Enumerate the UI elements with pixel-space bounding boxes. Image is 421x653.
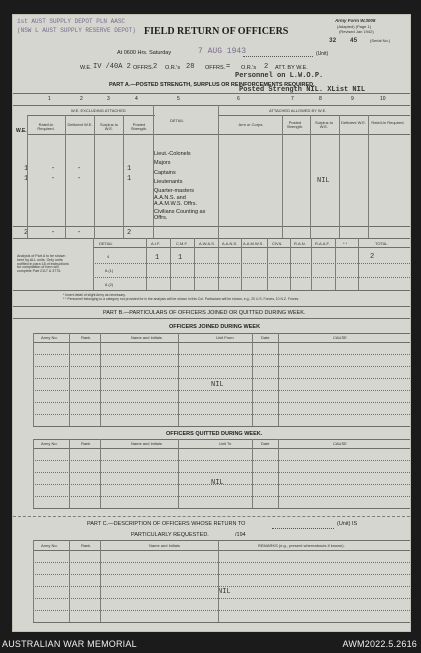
- part-a-end-rule: [13, 306, 410, 307]
- col-num-1: 1: [48, 96, 51, 102]
- detail-lieutenants: Lieutenants: [154, 178, 183, 185]
- pc-bottom: [33, 622, 410, 623]
- part-a-total-rule: [13, 238, 410, 239]
- an-hdr-aif: A.I.F.: [151, 241, 161, 246]
- detail-civilians: Civilians Counting as Offrs.: [154, 209, 206, 221]
- jb-v3: [178, 333, 179, 426]
- col-num-2: 2: [80, 96, 83, 102]
- offrs2-value: =: [226, 63, 231, 71]
- an-row-6-2: 6.(2): [105, 282, 114, 287]
- row1-surplus: -: [77, 165, 82, 173]
- or2-label: O.R.'s: [241, 65, 257, 71]
- an-v0: [93, 238, 94, 290]
- an-v6: [267, 238, 268, 290]
- an-bottom-rule: [13, 290, 410, 291]
- pa-v10: [368, 115, 369, 238]
- jb-v2: [100, 333, 101, 426]
- joined-hdr-army-no: Army No.: [41, 335, 58, 340]
- an-aif-value: 1: [155, 254, 160, 262]
- pa-v9: [339, 115, 340, 238]
- quit-hdr-cause: CAUSE: [333, 441, 347, 446]
- an-hdr-detail: DETAIL: [99, 241, 113, 246]
- pc-hdr-rank: Rank: [81, 543, 91, 548]
- att-label: ATT. BY W.E.: [275, 65, 308, 71]
- pc-v2: [100, 540, 101, 622]
- col-num-9: 9: [351, 96, 354, 102]
- serial-number-a: 32: [329, 37, 337, 44]
- at-time-line: At 0600 Hrs. Saturday: [117, 50, 172, 56]
- quit-bottom: [33, 508, 410, 509]
- an-v4: [218, 238, 219, 290]
- col-num-4: 4: [135, 96, 138, 102]
- an-v7: [290, 238, 291, 290]
- jb-v0: [33, 333, 34, 426]
- part-c-perforation: [13, 516, 410, 517]
- part-c-top-rule: [33, 540, 410, 541]
- hdr-arm-corps: Arm or Corps.: [238, 122, 264, 127]
- hdr-rate-required: Rate/Un Required.: [37, 122, 55, 132]
- an-v5: [241, 238, 242, 290]
- an-hdr-raaf: R.A.A.F.: [315, 241, 330, 246]
- an-hdr-cmf: C.M.F.: [176, 241, 188, 246]
- qb-v0: [33, 439, 34, 508]
- attached-allowed: ATTACHED ALLOWED BY W.E.: [269, 108, 327, 113]
- joined-r1: [33, 354, 410, 355]
- an-cmf-value: 1: [178, 254, 183, 262]
- an-v1: [146, 238, 147, 290]
- qb-v1: [69, 439, 70, 508]
- footer-institution: AUSTRALIAN WAR MEMORIAL: [2, 639, 137, 649]
- pa-v7: [282, 115, 283, 238]
- hdr-rate-required-att: Rate/Un Required.: [371, 120, 405, 125]
- quitted-nil: NIL: [211, 479, 224, 487]
- pc-hdr-name: Name and Initials: [149, 543, 180, 548]
- col-num-5: 5: [177, 96, 180, 102]
- pc-r2: [33, 574, 410, 575]
- footnote-1: * Insert detail of slight Army as necessary.: [63, 293, 126, 297]
- quit-hdr-unit-to: Unit To: [219, 441, 232, 446]
- row2-rate: 1: [24, 175, 29, 183]
- total-posted: 2: [127, 229, 132, 237]
- quit-hdr-date: Date: [261, 441, 270, 446]
- total-deficient: -: [51, 229, 56, 237]
- hdr-deficient-att: Deficient W.E.: [340, 120, 367, 125]
- part-c-requested: PARTICULARLY REQUESTED.: [131, 532, 209, 538]
- or2-value: 2: [264, 63, 269, 71]
- quitted-title: OFFICERS QUITTED DURING WEEK.: [166, 431, 263, 437]
- an-hdr-ran: R.A.N.: [294, 241, 306, 246]
- pa-v5: [153, 105, 154, 238]
- offrs2-label: OFFRS.: [205, 65, 226, 71]
- unit-underline: [243, 56, 313, 57]
- joined-hdr-cause: CAUSE: [333, 335, 347, 340]
- hdr-surplus: Surplus to W.E.: [99, 122, 118, 132]
- offrs-value: 2: [153, 63, 158, 71]
- analysis-note: Analysis of Part A to be shown here by ALL units. Only units notified in para 18 of instructions for compilation of form will complete Part 2117 & 3775.: [17, 254, 69, 274]
- an-rule-1: [93, 263, 410, 264]
- quit-r1: [33, 460, 410, 461]
- pa-v8: [310, 115, 311, 238]
- col-num-10: 10: [380, 96, 386, 102]
- jb-v4: [252, 333, 253, 426]
- pc-r4: [33, 598, 410, 599]
- part-a-title: PART A.—POSTED STRENGTH, SURPLUS OR REINFORCEMENTS REQUIRED.: [109, 82, 315, 88]
- an-v2: [170, 238, 171, 290]
- date-stamp: 7 AUG 1943: [198, 47, 247, 56]
- pa-v1: [27, 115, 28, 238]
- col-num-8: 8: [319, 96, 322, 102]
- an-v10: [358, 238, 359, 290]
- hdr-posted-strength-att: Posted Strength.: [286, 120, 304, 130]
- pa-v4: [123, 115, 124, 238]
- unit-label: (Unit): [316, 51, 329, 57]
- we-excluding-attached: W.E. EXCLUDING ATTACHED: [71, 108, 126, 113]
- detail-header: DETAIL: [170, 118, 184, 123]
- part-c-date: /194: [235, 532, 246, 538]
- joined-nil: NIL: [211, 381, 224, 389]
- col-num-6: 6: [237, 96, 240, 102]
- footer-accession: AWM2022.5.2616: [342, 639, 417, 649]
- row2-surplus: -: [77, 175, 82, 183]
- joined-hdr-date: Date: [261, 335, 270, 340]
- depot-stamp-line2: (NSW L AUST SUPPLY RESERVE DEPOT): [17, 27, 136, 34]
- an-hdr-aans: A.A.N.S.: [222, 241, 238, 246]
- an-row-4: 4: [107, 254, 110, 259]
- col-num-3: 3: [107, 96, 110, 102]
- detail-quartermasters: Quarter-masters: [154, 188, 195, 195]
- form-adapted: (Adapted) (Page 1): [337, 24, 372, 29]
- hdr-deficient: Deficient W.E.: [67, 122, 93, 127]
- pc-v1: [69, 540, 70, 622]
- joined-r6: [33, 414, 410, 415]
- joined-r4: [33, 390, 410, 391]
- row1-posted: 1: [127, 165, 132, 173]
- part-c-nil: NIL: [218, 588, 231, 596]
- an-total-value: 2: [370, 253, 375, 261]
- an-hdr-aamws: A.A.M.W.S.: [243, 241, 264, 246]
- pc-r1: [33, 562, 410, 563]
- or-value: 28: [186, 63, 195, 71]
- quit-r2: [33, 472, 410, 473]
- pa-v2: [65, 115, 66, 238]
- joined-r2: [33, 366, 410, 367]
- quit-r4: [33, 496, 410, 497]
- joined-r3: [33, 378, 410, 379]
- row1-deficient: -: [51, 165, 56, 173]
- typed-note-line2: Posted Strength NIL. XList NIL: [239, 86, 366, 94]
- footnote-2: * * Personnel belonging to a category not provided for in the analysis will be shown in this Col. Particulars will be shown, e.g., 20 U.S. Forces, 10 N.Z. Forces.: [63, 297, 300, 301]
- depot-stamp-line1: 1st AUST SUPPLY DEPOT PLN AASC: [17, 18, 126, 25]
- row2-deficient: -: [51, 175, 56, 183]
- pa-v3: [94, 115, 95, 238]
- pc-r3: [33, 586, 410, 587]
- or-label: O.R.'s: [165, 65, 181, 71]
- quit-hdr-rule: [33, 448, 410, 449]
- pc-r5: [33, 610, 410, 611]
- part-c-unit-label: (Unit) IS: [337, 521, 358, 527]
- quit-hdr-army-no: Army No.: [41, 441, 58, 446]
- an-v3: [194, 238, 195, 290]
- jb-v1: [69, 333, 70, 426]
- pc-hdr-remarks: REMARKS (e.g., present whereabouts if known).: [258, 543, 345, 548]
- pc-hdr-army-no: Army No.: [41, 543, 58, 548]
- detail-lieut-colonels: Lieut.-Colonels: [154, 151, 191, 157]
- pc-hdr-rule: [33, 550, 410, 551]
- detail-majors: Majors: [154, 160, 171, 167]
- total-surplus: -: [77, 229, 82, 237]
- hdr-posted-strength: Posted Strength.: [130, 122, 148, 132]
- row1-rate: 1: [24, 165, 29, 173]
- detail-captains: Captains: [154, 169, 176, 176]
- total-rate: 2: [24, 229, 29, 237]
- quit-hdr-name: Name and Initials: [131, 441, 162, 446]
- joined-hdr-rank: Rank: [81, 335, 91, 340]
- detail-list: [154, 150, 214, 221]
- col-number-rule: [13, 105, 410, 106]
- joined-title-rule: [33, 333, 410, 334]
- part-c-unit-line: [272, 528, 334, 529]
- offrs-label: OFFRS.: [133, 65, 154, 71]
- an-hdr-civil: CIVIL: [272, 241, 283, 246]
- typed-note-line1: Personnel on L.W.O.P.: [235, 72, 324, 80]
- joined-r5: [33, 402, 410, 403]
- an-hdr-other: * *: [343, 241, 348, 246]
- quit-hdr-rank: Rank: [81, 441, 91, 446]
- we-value: IV /40A 2: [93, 63, 131, 71]
- an-rule-2: [93, 277, 410, 278]
- we-row-label: W.E.: [16, 128, 27, 134]
- attached-nil: NIL: [317, 177, 330, 185]
- analysis-hdr-rule: [93, 247, 410, 248]
- an-hdr-total: TOTAL: [375, 241, 388, 246]
- pc-v0: [33, 540, 34, 622]
- qb-v2: [100, 439, 101, 508]
- joined-hdr-name: Name and Initials: [131, 335, 162, 340]
- hdr-surplus-att: Surplus to W.E.: [314, 120, 333, 130]
- serial-label: (Serial No.): [370, 38, 391, 43]
- col-num-7: 7: [291, 96, 294, 102]
- joined-hdr-rule: [33, 342, 410, 343]
- part-b-title: PART B.—PARTICULARS OF OFFICERS JOINED OR QUITTED DURING WEEK.: [103, 310, 306, 316]
- part-b-rule: [13, 318, 410, 319]
- we-excl-rule: [27, 115, 155, 116]
- an-v9: [335, 238, 336, 290]
- row2-posted: 1: [127, 175, 132, 183]
- pc-v3: [218, 540, 219, 622]
- form-title: FIELD RETURN OF OFFICERS: [144, 26, 289, 37]
- joined-hdr-unit-from: Unit From: [216, 335, 234, 340]
- qb-v3: [178, 439, 179, 508]
- we-prefix: W.E.: [80, 65, 92, 71]
- pa-v6: [218, 105, 219, 238]
- part-a-top-rule: [13, 93, 410, 94]
- part-a-body-bottom: [13, 226, 410, 227]
- detail-aans-offrs: A.A.N.S. and A.A.M.W.S. Offrs.: [154, 195, 197, 207]
- serial-number-b: 45: [350, 37, 358, 44]
- jb-v5: [278, 333, 279, 426]
- an-hdr-awas: A.W.A.S.: [199, 241, 216, 246]
- joined-title: OFFICERS JOINED DURING WEEK: [169, 324, 261, 330]
- an-row-6-1: 6.(1): [105, 268, 114, 273]
- joined-bottom: [33, 426, 410, 427]
- qb-v5: [278, 439, 279, 508]
- an-v8: [311, 238, 312, 290]
- part-c-title: PART C.—DESCRIPTION OF OFFICERS WHOSE RETURN TO: [87, 521, 246, 527]
- form-number: Army Form W.3008: [335, 18, 376, 23]
- field-return-form: [12, 14, 411, 632]
- quitted-title-rule: [33, 439, 410, 440]
- form-revised: (Revised Jan 1942): [339, 29, 374, 34]
- attached-rule: [218, 115, 410, 116]
- qb-v4: [252, 439, 253, 508]
